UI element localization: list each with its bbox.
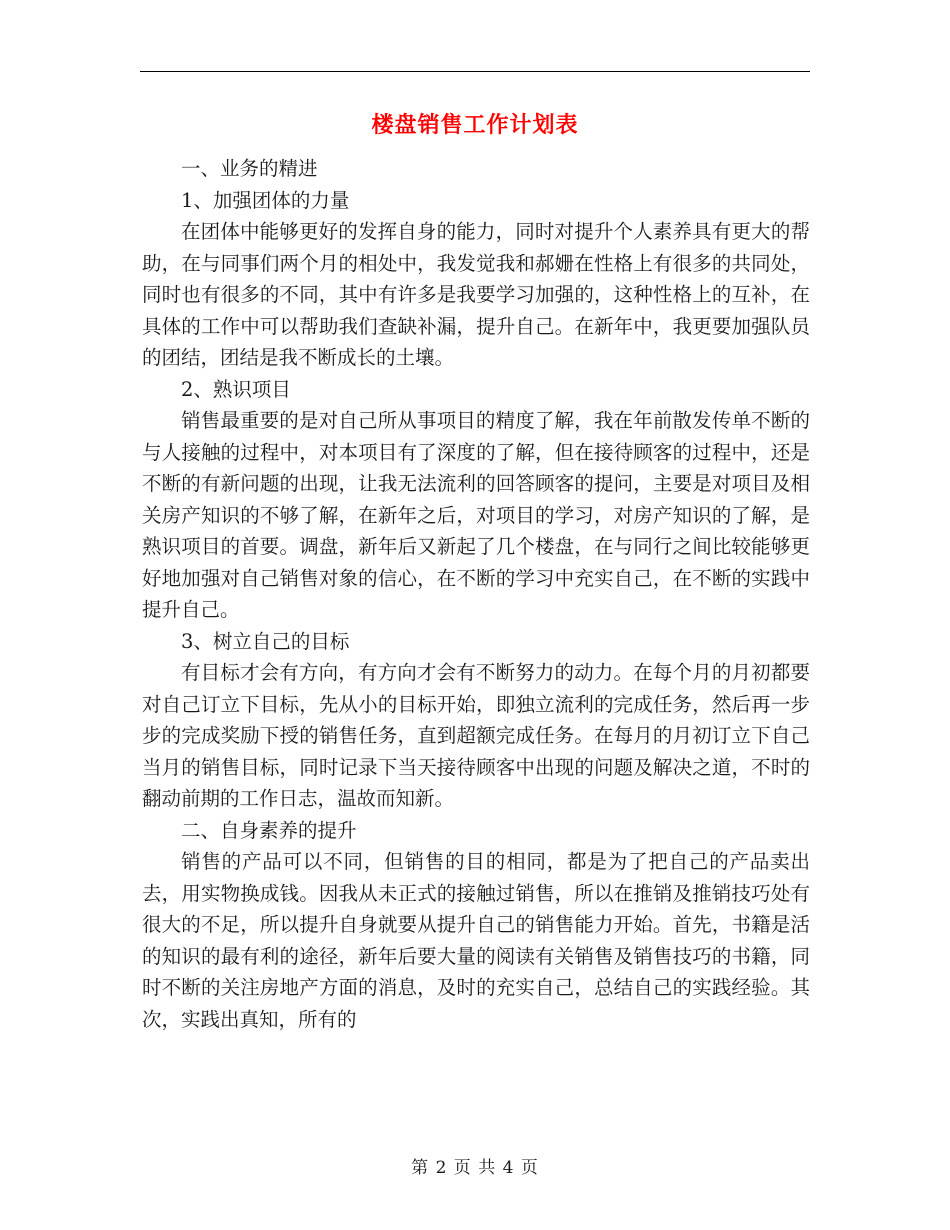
- subsection-heading: 3、树立自己的目标: [181, 629, 350, 653]
- document-title: 楼盘销售工作计划表: [371, 112, 579, 138]
- subsection-heading: 1、加强团体的力量: [181, 188, 350, 212]
- section-heading: 一、业务的精进: [181, 157, 318, 180]
- section-heading: 二、自身素养的提升: [181, 818, 357, 842]
- subsection-heading: 2、熟识项目: [181, 377, 291, 401]
- header-rule: [140, 71, 810, 72]
- body-paragraph: 销售的产品可以不同，但销售的目的相同，都是为了把自己的产品卖出去，用实物换成钱。因我从未正式的接触过销售，所以在推销及推销技巧处有很大的不足，所以提升自身就要从提升自己的销售能力开始。首先，书籍是活的知识的最有利的途径，新年后要大量的阅读有关销售及销售技巧的书籍，同时不断的关注房地产方面的消息，及时的充实自己，总结自己的实践经验。其次，实践出真知，所有的: [142, 850, 810, 1031]
- body-paragraph: 销售最重要的是对自己所从事项目的精度了解，我在年前散发传单不断的与人接触的过程中，对本项目有了深度的了解，但在接待顾客的过程中，还是不断的有新问题的出现，让我无法流利的回答顾客的提问，主要是对项目及相关房产知识的不够了解，在新年之后，对项目的学习，对房产知识的了解，是熟识项目的首要。调盘，新年后又新起了几个楼盘，在与同行之间比较能够更好地加强对自己销售对象的信心，在不断的学习中充实自己，在不断的实践中提升自己。: [142, 409, 810, 621]
- body-paragraph: 有目标才会有方向，有方向才会有不断努力的动力。在每个月的月初都要对自己订立下目标，先从小的目标开始，即独立流利的完成任务，然后再一步步的完成奖励下授的销售任务，直到超额完成任务。在每月的月初订立下自己当月的销售目标，同时记录下当天接待顾客中出现的问题及解决之道，不时的翻动前期的工作日志，温故而知新。: [142, 661, 810, 810]
- document-body: [142, 153, 810, 1035]
- body-paragraph: 在团体中能够更好的发挥自身的能力，同时对提升个人素养具有更大的帮助，在与同事们两个月的相处中，我发觉我和郝姗在性格上有很多的共同处，同时也有很多的不同，其中有许多是我要学习加强的，这种性格上的互补，在具体的工作中可以帮助我们查缺补漏，提升自己。在新年中，我更要加强队员的团结，团结是我不断成长的土壤。: [142, 220, 810, 369]
- page-number-footer: 第 2 页 共 4 页: [411, 1158, 539, 1178]
